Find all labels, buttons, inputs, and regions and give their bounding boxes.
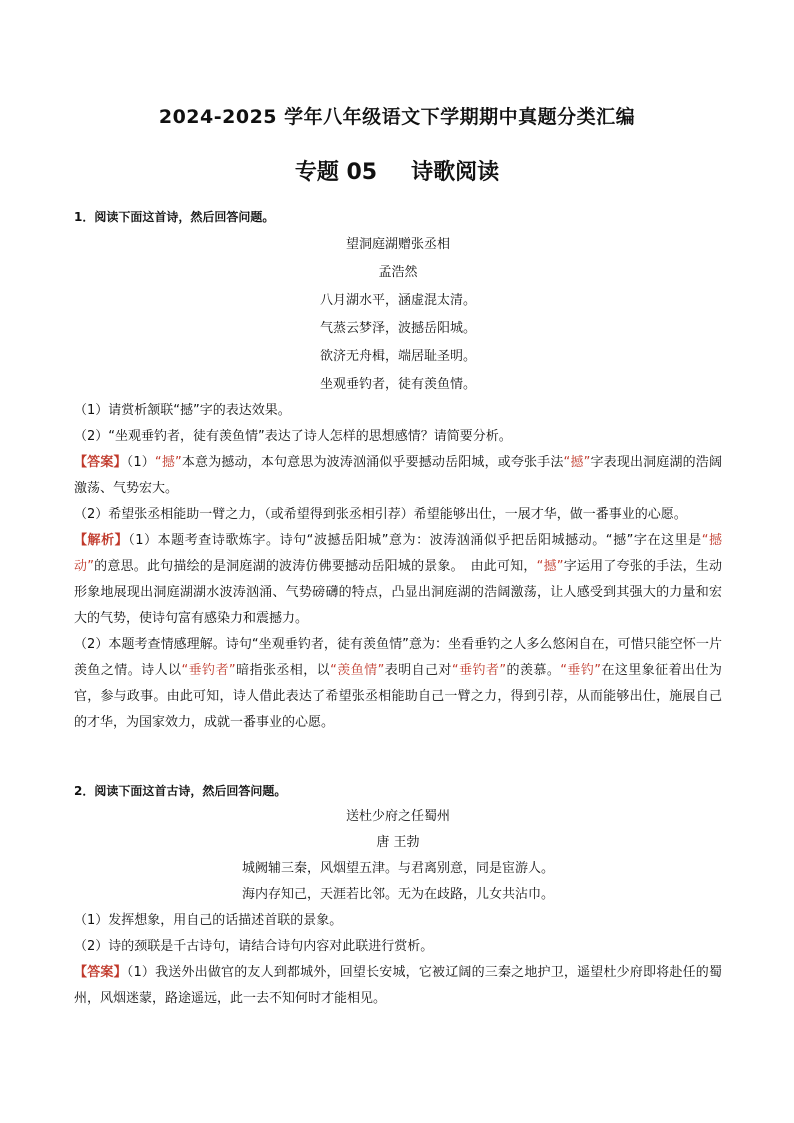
poem-2-line: 海内存知己，天涯若比邻。无为在歧路，儿女共沾巾。: [241, 887, 554, 902]
poem-2-author: 唐 王勃: [376, 835, 420, 850]
question-1-prompt: 1．阅读下面这首诗，然后回答问题。: [74, 210, 275, 224]
poem-2-line: 城阙辅三秦，风烟望五津。与君离别意，同是宦游人。: [241, 861, 554, 876]
question-2: [74, 778, 722, 1012]
question-1: [74, 204, 722, 736]
topic-name: 诗歌阅读: [411, 160, 500, 185]
answer-tag: 【答案】: [74, 455, 127, 470]
poem-1-line: 气蒸云梦泽，波撼岳阳城。: [319, 321, 476, 336]
answer-1-part-1: 【答案】（1）“撼”本意为撼动，本句意思为波涛汹涌似乎要撼动岳阳城，或夸张手法“撼”字表现出洞庭湖的浩阔激荡、气势宏大。: [74, 455, 722, 496]
answer-2-part-1: 【答案】（1）我送外出做官的友人到都城外，回望长安城，它被辽阔的三秦之地护卫，遥望杜少府即将赴任的蜀州，风烟迷蒙，路途遥远，此一去不知何时才能相见。: [74, 965, 722, 1006]
topic-number: 专题 05: [294, 160, 378, 185]
question-2-sub-2: （2）诗的颈联是千古诗句，请结合诗句内容对此联进行赏析。: [74, 939, 434, 954]
answer-tag: 【答案】: [74, 965, 127, 980]
analysis-1-part-2: （2）本题考查情感理解。诗句“坐观垂钓者，徒有羡鱼情”意为：坐看垂钓之人多么悠闲自在，可惜只能空怀一片羡鱼之情。诗人以“垂钓者”暗指张丞相，以“羡鱼情”表明自己对“垂钓者”的羡慕。“垂钓”在这里象征着出仕为官，参与政事。由此可知，诗人借此表达了希望张丞相能助自己一臂之力，得到引荐，从而能够出仕，施展自己的才华，为国家效力，成就一番事业的心愿。: [74, 637, 722, 730]
analysis-1-part-1: 【解析】（1）本题考查诗歌炼字。诗句“波撼岳阳城”意为：波涛汹涌似乎把岳阳城撼动。“撼”字在这里是“撼动”的意思。此句描绘的是洞庭湖的波涛仿佛要撼动岳阳城的景象。 由此可知，“撼”字运用了夸张的手法，生动形象地展现出洞庭湖湖水波涛汹涌、气势磅礴的特点，凸显出洞庭湖的浩阔激荡，让人感受到其强大的力量和宏大的气势，使诗句富有感染力和震撼力。: [74, 533, 722, 626]
question-1-sub-2: （2）“坐观垂钓者，徒有羡鱼情”表达了诗人怎样的思想感情？请简要分析。: [74, 429, 512, 444]
poem-1-line: 坐观垂钓者，徒有羡鱼情。: [319, 377, 476, 392]
topic-title: [0, 155, 794, 186]
poem-1-title: 望洞庭湖赠张丞相: [345, 237, 450, 252]
poem-2-title: 送杜少府之任蜀州: [345, 809, 450, 824]
document-title: 2024-2025 学年八年级语文下学期期中真题分类汇编: [158, 106, 636, 128]
poem-1-author: 孟浩然: [378, 265, 418, 280]
poem-1-line: 八月湖水平，涵虚混太清。: [319, 293, 476, 308]
poem-1-line: 欲济无舟楫，端居耻圣明。: [319, 349, 476, 364]
answer-1-part-2: （2）希望张丞相能助一臂之力，（或希望得到张丞相引荐）希望能够出仕，一展才华，做一番事业的心愿。: [74, 507, 687, 522]
question-1-sub-1: （1）请赏析颔联“撼”字的表达效果。: [74, 403, 291, 418]
question-2-sub-1: （1）发挥想象，用自己的话描述首联的景象。: [74, 913, 343, 928]
analysis-tag: 【解析】: [74, 533, 129, 548]
question-2-prompt: 2．阅读下面这首古诗，然后回答问题。: [74, 784, 287, 798]
